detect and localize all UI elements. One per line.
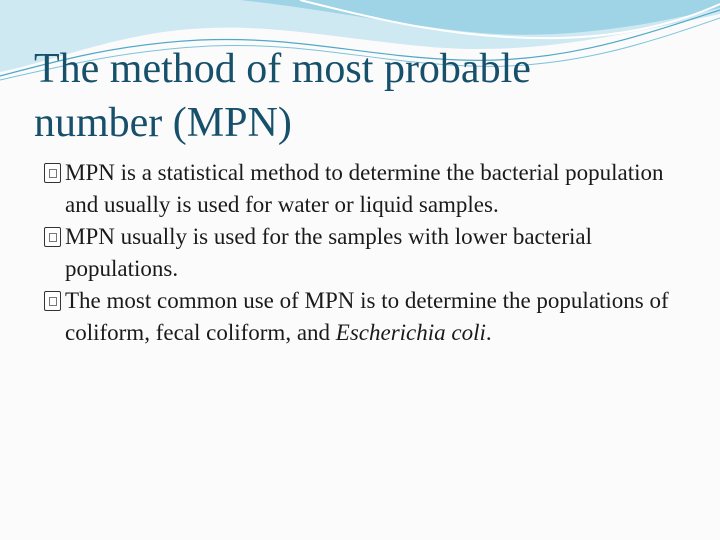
bullet-text-3-italic: Escherichia coli: [335, 320, 486, 345]
bullet-item-1: [44, 157, 694, 221]
bullet-text-3-before: The most common use of MPN is to determine the populations of coliform, fecal coliform, and: [65, 288, 669, 345]
title-line-2: number (MPN): [34, 100, 292, 146]
box-glyph-icon: [44, 227, 61, 247]
bullet-item-2: [44, 221, 694, 285]
slide-title: [34, 42, 694, 150]
title-line-1: The method of most probable: [34, 46, 531, 92]
box-glyph-icon: [44, 163, 61, 183]
box-glyph-icon: [44, 291, 61, 311]
bullet-text-3-after: .: [485, 320, 492, 345]
bullet-text-2: MPN usually is used for the samples with lower bacterial populations.: [65, 224, 592, 281]
bullet-text-1: MPN is a statistical method to determine the bacterial population and usually is used for water or liquid samples.: [65, 160, 664, 217]
bullet-list: [44, 157, 694, 349]
bullet-item-3: [44, 285, 694, 349]
